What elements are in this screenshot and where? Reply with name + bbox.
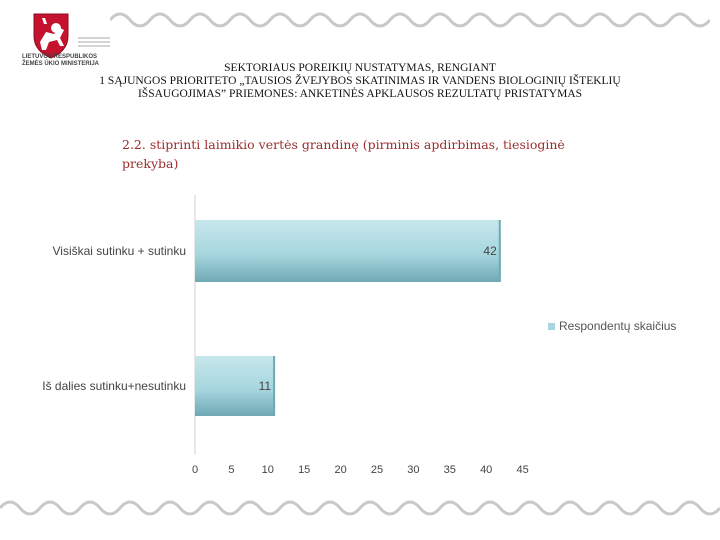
category-label-1: Iš dalies sutinku+nesutinku [42, 379, 186, 393]
x-tick-label: 5 [228, 464, 235, 476]
bar-edge-0 [499, 220, 501, 282]
x-tick-label: 45 [516, 464, 529, 476]
chart-legend [548, 319, 676, 333]
x-tick-label: 0 [191, 464, 199, 476]
heading-line-1: SEKTORIAUS POREIKIŲ NUSTATYMAS, RENGIANT [224, 62, 496, 74]
chart-title-line-2: prekyba) [122, 156, 179, 171]
bar-value-label-0: 42 [483, 244, 497, 258]
x-tick-label: 35 [443, 464, 456, 476]
heading-line-3: IŠSAUGOJIMAS” PRIEMONES: ANKETINĖS APKLAUSOS REZULTATŲ PRISTATYMAS [137, 88, 583, 100]
chart-title-line-1: 2.2. stiprinti laimikio vertės grandinę (pirminis apdirbimas, tiesioginė [122, 137, 565, 152]
category-label-0: Visiškai sutinku + sutinku [52, 244, 186, 258]
bar-0 [195, 220, 501, 282]
bar-edge-1 [273, 356, 275, 416]
legend-swatch [548, 323, 555, 330]
ministry-caption-line-2: ŽEMĖS ŪKIO MINISTERIJA [22, 61, 100, 67]
x-tick-label: 15 [298, 464, 311, 476]
heading-line-2: 1 SĄJUNGOS PRIORITETO „TAUSIOS ŽVEJYBOS SKATINIMAS IR VANDENS BIOLOGINIŲ IŠTEKLIŲ [99, 75, 621, 87]
x-tick-label: 30 [407, 464, 420, 476]
x-tick-label: 10 [261, 464, 274, 476]
legend-label: Respondentų skaičius [559, 319, 677, 333]
bar-value-label-1: 11 [258, 379, 272, 393]
ministry-caption-line-1: LIETUVOS RESPUBLIKOS [22, 54, 98, 60]
x-tick-label: 20 [334, 464, 347, 476]
x-tick-label: 25 [370, 464, 384, 476]
x-tick-label: 40 [480, 464, 493, 476]
